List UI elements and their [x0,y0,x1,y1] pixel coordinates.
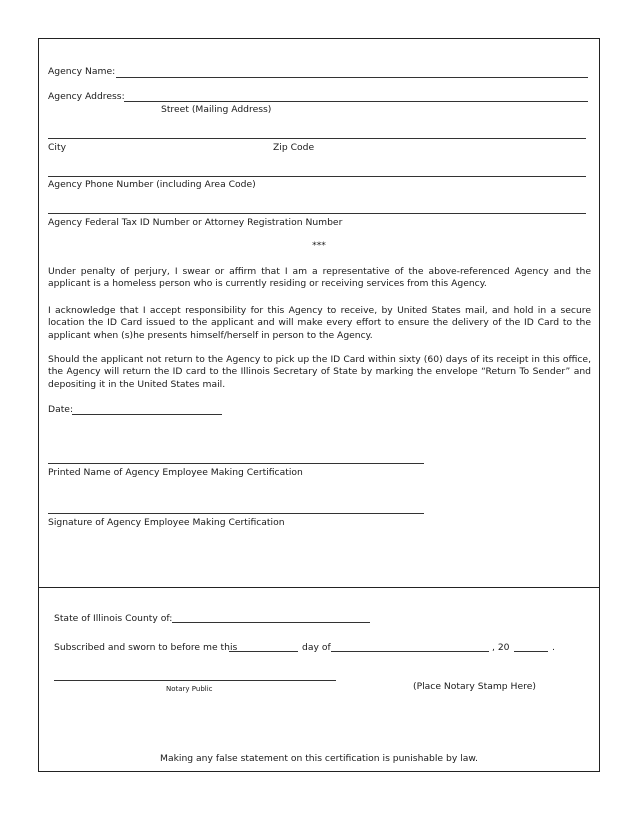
year-field[interactable] [514,651,548,652]
form-border [38,38,600,772]
separator-stars: *** [312,240,326,251]
phone-label: Agency Phone Number (including Area Code) [48,179,256,190]
day-of-label: day of [302,642,331,653]
printed-name-field[interactable] [48,463,424,464]
tax-id-label: Agency Federal Tax ID Number or Attorney Registration Number [48,217,343,228]
zip-label: Zip Code [273,142,315,153]
day-field[interactable] [229,651,298,652]
agency-name-field[interactable] [116,77,588,78]
county-field[interactable] [172,622,370,623]
notary-section-divider [38,587,600,588]
city-zip-field[interactable] [48,138,586,139]
year-prefix: , 20 [492,642,510,653]
tax-id-field[interactable] [48,213,586,214]
street-label: Street (Mailing Address) [161,104,272,115]
false-statement-warning: Making any false statement on this certification is punishable by law. [160,753,478,764]
subscribed-label: Subscribed and sworn to before me this [54,642,238,653]
date-field[interactable] [72,414,222,415]
agency-address-label: Agency Address: [48,91,125,102]
notary-stamp-label: (Place Notary Stamp Here) [413,681,536,692]
state-county-label: State of Illinois County of: [54,613,173,624]
notary-public-label: Notary Public [166,685,213,693]
agency-address-field[interactable] [124,101,588,102]
signature-label: Signature of Agency Employee Making Certification [48,517,285,528]
perjury-paragraph: Under penalty of perjury, I swear or affirm that I am a representative of the above-referenced Agency and the applicant is a homeless person who is currently residing or receiving services from this Agency. [48,266,591,290]
return-paragraph: Should the applicant not return to the Agency to pick up the ID Card within sixty (60) days of its receipt in this office, the Agency will return the ID card to the Illinois Secretary of State by marking the envelope “Return To Sender” and depositing it in the United States mail. [48,354,591,390]
printed-name-label: Printed Name of Agency Employee Making Certification [48,467,303,478]
city-label: City [48,142,67,153]
phone-field[interactable] [48,176,586,177]
signature-field[interactable] [48,513,424,514]
agency-name-label: Agency Name: [48,66,116,77]
period: . [552,642,555,653]
acknowledge-paragraph: I acknowledge that I accept responsibility for this Agency to receive, by United States mail, and hold in a secure location the ID Card issued to the applicant and will make every effort to ensure the delivery of the ID Card to the applicant when (s)he presents himself/herself in person to the Agency. [48,305,591,341]
date-label: Date: [48,404,74,415]
month-field[interactable] [331,651,489,652]
notary-signature-field[interactable] [54,680,336,681]
